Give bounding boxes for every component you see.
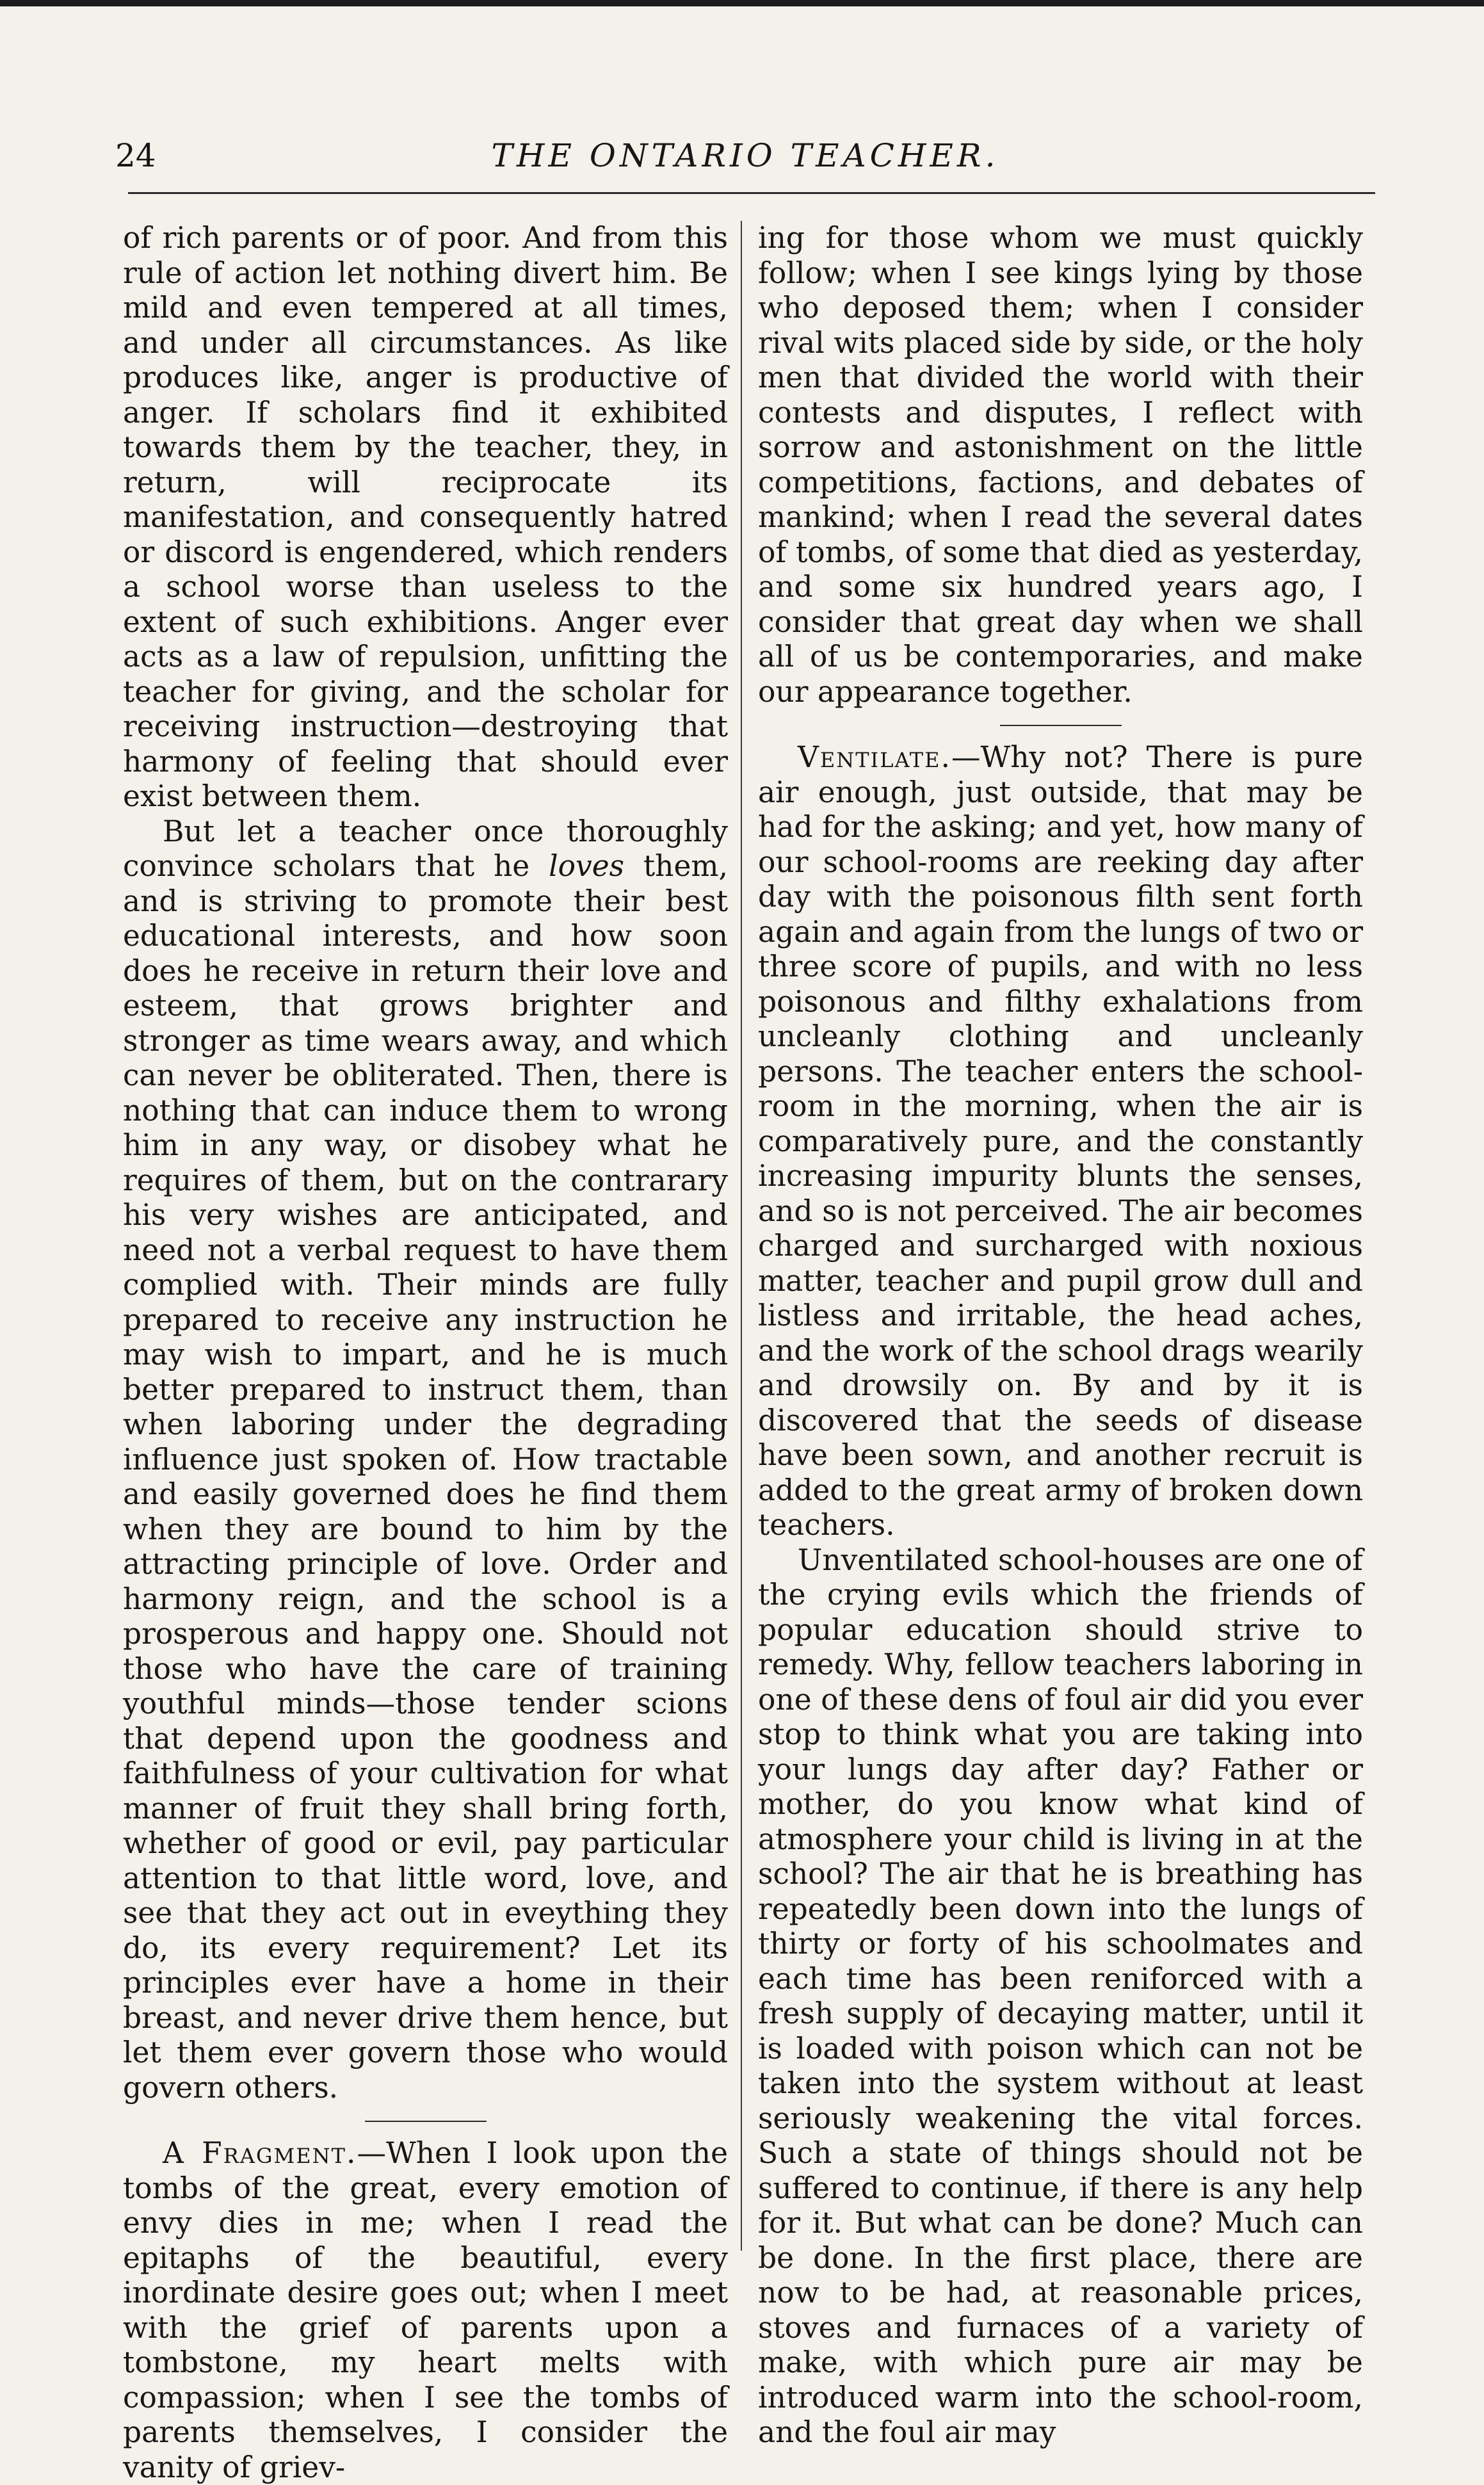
paragraph-ventilate <box>758 740 1363 1543</box>
section-heading-ventilate: Ventilate. <box>798 740 951 774</box>
page-number: 24 <box>115 137 156 174</box>
paragraph-unventilated: Unventilated school-houses are one of the crying evils which the friends of popular education should strive to remedy. Why, fellow teachers laboring in one of these dens of foul air did you ever stop to think what you are taking into your lungs day after day? Father or mother, do you know what kind of atmosphere your child is living in at the school? The air that he is breathing has repeatedly been down into the lungs of thirty or forty of his schoolmates and each time has been reniforced with a fresh supply of decaying matter, until it is loaded with poison which can not be taken into the system without at least seriously weakening the vital forces. Such a state of things should not be suffered to continue, if there is any help for it. But what can be done? Much can be done. In the first place, there are now to be had, at reasonable prices, stoves and furnaces of a variety of make, with which pure air may be introduced warm into the school-room, and the foul air may <box>758 1542 1363 2449</box>
section-separator <box>365 2121 487 2122</box>
paragraph-anger: of rich parents or of poor. And from this rule of action let nothing divert him. Be mild and even tempered at all times, and under all circumstances. As like produces like, anger is productive of anger. If scholars find it exhibited towards them by the teacher, they, in return, will reciprocate its manifestation, and consequently hatred or discord is engendered, which renders a school worse than useless to the extent of such exhibitions. Anger ever acts as a law of repulsion, unfitting the teacher for giving, and the scholar for receiving instruction—destroying that harmony of feeling that should ever exist between them. <box>123 221 728 813</box>
top-border-rule <box>0 0 1484 6</box>
right-column <box>758 221 1363 2450</box>
paragraph-love-text-a: But let a teacher once thoroughly convince scholars that he <box>123 814 728 883</box>
paragraph-love-text-b: them, and is striving to promote their best educational interests, and how soon does he receive in return their love and esteem, that grows brighter and stronger as time wears away, and which can never be obliterated. Then, there is nothing that can induce them to wrong him in any way, or disobey what he requires of them, but on the contrarary his very wishes are anticipated, and need not a verbal request to have them complied with. Their minds are fully prepared to receive any instruction he may wish to impart, and he is much better prepared to instruct them, than when laboring under the degrading influence just spoken of. How tractable and easily governed does he find them when they are bound to him by the attracting principle of love. Order and harmony reign, and the school is a prosperous and happy one. Should not those who have the care of training youthful minds—those tender scions that depend upon the goodness and faithfulness of your cultivation for what manner of fruit they shall bring forth, whether of good or evil, pay particular attention to that little word, love, and see that they act out in eveything they do, its every requirement? Let its principles ever have a home in their breast, and never drive them hence, but let them ever govern those who would govern others. <box>123 849 729 2105</box>
paragraph-fragment-text: —When I look upon the tombs of the great, every emotion of envy dies in me; when I read the epitaphs of the beautiful, every inordinate desire goes out; when I meet with the grief of parents upon a tombstone, my heart melts with compassion; when I see the tombs of parents themselves, I consider the vanity of griev- <box>123 2136 728 2484</box>
paragraph-fragment-continued: ing for those whom we must quickly follow; when I see kings lying by those who deposed them; when I consider rival wits placed side by side, or the holy men that divided the world with their contests and disputes, I reflect with sorrow and astonishment on the little competitions, factions, and debates of mankind; when I read the several dates of tombs, of some that died as yesterday, and some six hundred years ago, I consider that great day when we shall all of us be contemporaries, and make our appearance together. <box>758 221 1363 709</box>
column-divider <box>741 221 742 2251</box>
header-rule <box>128 192 1375 194</box>
section-separator <box>1000 725 1122 726</box>
paragraph-ventilate-text: —Why not? There is pure air enough, just outside, that may be had for the asking; and yet, how many of our school-rooms are reeking day after day with the poisonous filth sent forth again and again from the lungs of two or three score of pupils, and with no less poisonous and filthy exhalations from uncleanly clothing and uncleanly persons. The teacher enters the school-room in the morning, when the air is comparatively pure, and the constantly increasing impurity blunts the senses, and so is not perceived. The air becomes charged and surcharged with noxious matter, teacher and pupil grow dull and listless and irritable, the head aches, and the work of the school drags wearily and drowsily on. By and by it is discovered that the seeds of disease have been sown, and another recruit is added to the great army of broken down teachers. <box>758 740 1363 1542</box>
emphasis-loves: loves <box>549 849 625 883</box>
left-column <box>123 221 728 2485</box>
page-header <box>115 133 1375 178</box>
paragraph-love <box>123 814 728 2106</box>
running-title: THE ONTARIO TEACHER. <box>491 137 999 174</box>
section-heading-fragment: A Fragment. <box>163 2136 357 2170</box>
paragraph-fragment <box>123 2136 728 2485</box>
